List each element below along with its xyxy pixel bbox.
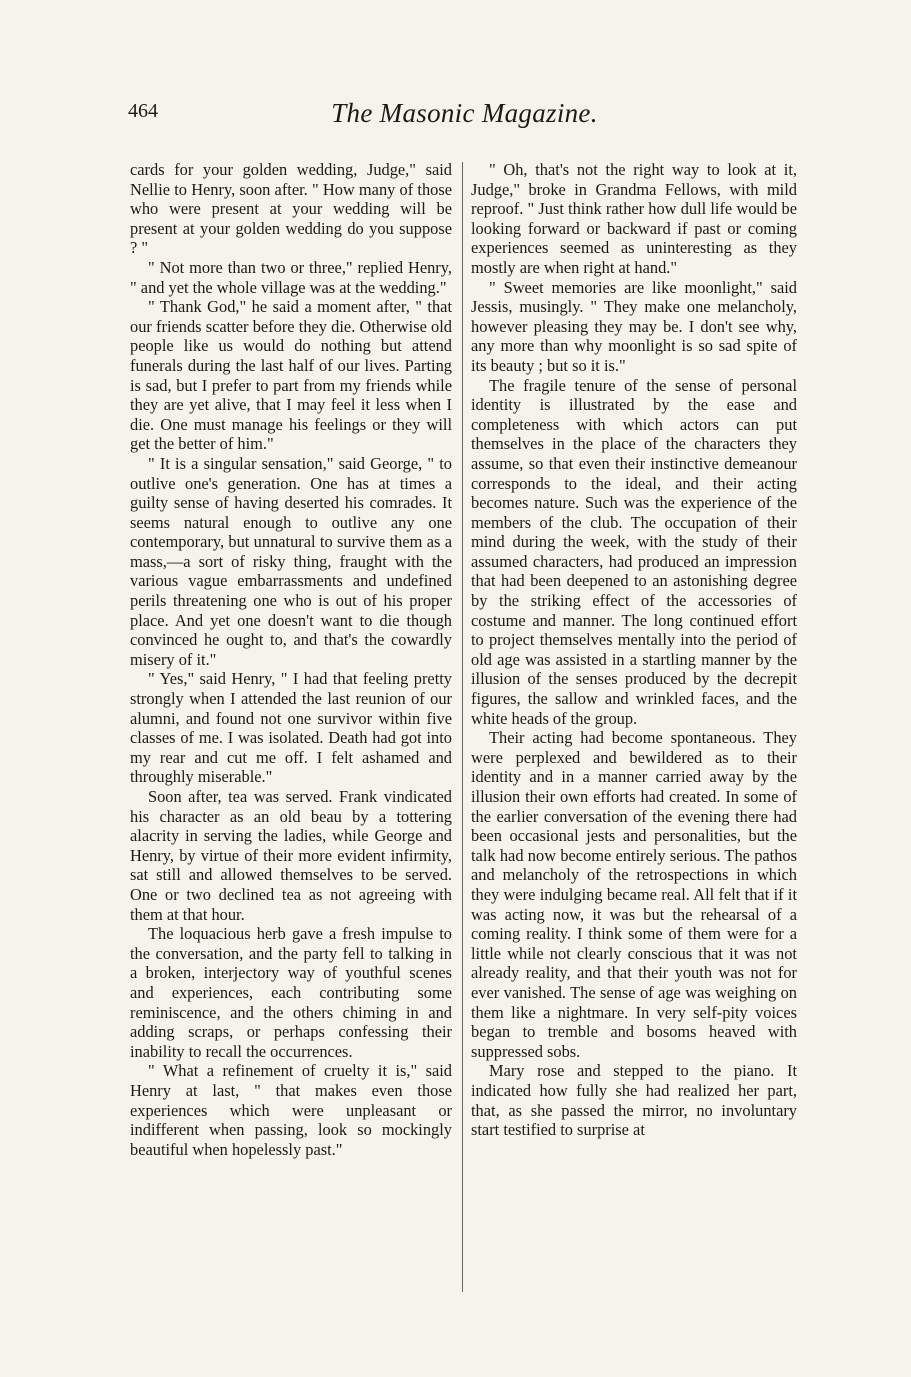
paragraph: " Yes," said Henry, " I had that feeling pretty strongly when I attended the last reunion of our alumni, and found not one survivor within five classes of me. I was isolated. Death had got into my rear and cut me off. I felt ashamed and throughly miserable." — [130, 669, 452, 787]
page-number: 464 — [128, 100, 158, 122]
running-title: The Masonic Magazine. — [331, 98, 598, 128]
paragraph: Soon after, tea was served. Frank vindicated his character as an old beau by a tottering alacrity in serving the ladies, while George and Henry, by virtue of their more evident infirmity, sat still and allowed themselves to be served. One or two declined tea as not agreeing with them at that hour. — [130, 787, 452, 924]
paragraph: " Sweet memories are like moonlight," said Jessis, musingly. " They make one melancholy, however pleasing they may be. I don't see why, any more than why moonlight is so sad spite of its beauty ; but so it is." — [471, 277, 797, 375]
paragraph: Mary rose and stepped to the piano. It indicated how fully she had realized her part, that, as she passed the mirror, no involuntary start testified to surprise at — [471, 1061, 797, 1140]
right-column — [471, 160, 797, 1140]
page-header — [128, 100, 801, 140]
paragraph: cards for your golden wedding, Judge," said Nellie to Henry, soon after. " How many of those who were present at your wedding will be present at your golden wedding do you suppose ? " — [130, 160, 452, 258]
paragraph: The fragile tenure of the sense of personal identity is illustrated by the ease and completeness with which actors can put themselves in the place of the characters they assume, so that even their instinctive demeanour corresponds to the ideal, and their acting becomes nature. Such was the experience of the members of the club. The occupation of their mind during the week, with the study of their assumed characters, had produced an impression that had been deepened to an astonishing degree by the striking effect of the accessories of costume and manner. The long continued effort to project themselves mentally into the period of old age was assisted in a startling manner by the illusion of the senses produced by the decrepit figures, the sallow and wrinkled faces, and the white heads of the group. — [471, 375, 797, 728]
left-column — [130, 160, 452, 1159]
column-divider — [462, 162, 463, 1292]
paragraph: " Not more than two or three," replied Henry, " and yet the whole village was at the wedding." — [130, 257, 452, 297]
paragraph: " Oh, that's not the right way to look at it, Judge," broke in Grandma Fellows, with mild reproof. " Just think rather how dull life would be looking forward or backward if past or coming experiences seemed as uninteresting as they mostly are when right at hand." — [471, 160, 797, 277]
paragraph: " What a refinement of cruelty it is," said Henry at last, " that makes even those experiences which were unpleasant or indifferent when passing, look so mockingly beautiful when hopelessly past." — [130, 1061, 452, 1159]
paragraph: The loquacious herb gave a fresh impulse to the conversation, and the party fell to talking in a broken, interjectory way of youthful scenes and experiences, each contributing some reminiscence, and the others chiming in and adding scraps, or perhaps confessing their inability to recall the occurrences. — [130, 924, 452, 1061]
paragraph: " It is a singular sensation," said George, " to outlive one's generation. One has at times a guilty sense of having deserted his comrades. It seems natural enough to outlive any one contemporary, but unnatural to survive them as a mass,—a sort of risky thing, fraught with the various vague embarrassments and undefined perils threatening one who is out of his proper place. And yet one doesn't want to die though convinced he ought to, and that's the cowardly misery of it." — [130, 453, 452, 669]
paragraph: Their acting had become spontaneous. They were perplexed and bewildered as to their identity and in a manner carried away by the illusion their own efforts had created. In some of the earlier conversation of the evening there had been occasional jests and personalities, but the talk had now become entirely serious. The pathos and melancholy of the retrospections in which they were indulging became real. All felt that if it was acting now, it was but the rehearsal of a coming reality. I think some of them were for a little while not clearly conscious that it was not already reality, and that their youth was not for ever vanished. The sense of age was weighing on them like a nightmare. In very self-pity voices began to tremble and bosoms heaved with suppressed sobs. — [471, 728, 797, 1061]
paragraph: " Thank God," he said a moment after, " that our friends scatter before they die. Otherwise old people like us would do nothing but attend funerals during the last half of our lives. Parting is sad, but I prefer to part from my friends while they are yet alive, that I may feel it less when I die. One must manage his feelings or they will get the better of him." — [130, 297, 452, 454]
